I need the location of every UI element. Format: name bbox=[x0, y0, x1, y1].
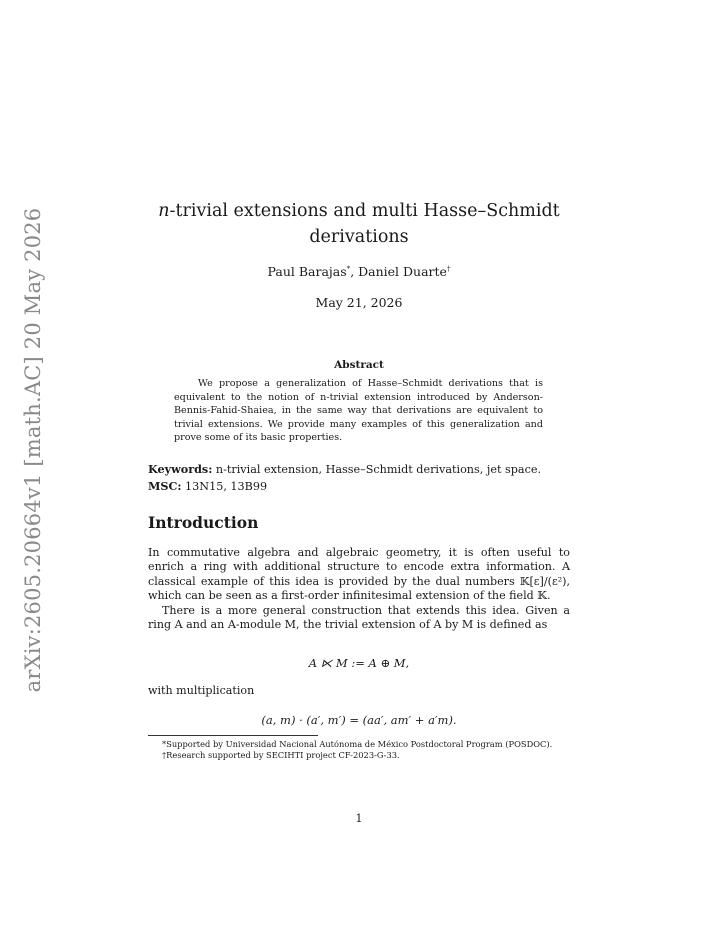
keywords-label: Keywords: bbox=[148, 462, 213, 476]
author-2-footnote-mark[interactable]: † bbox=[446, 264, 451, 273]
with-multiplication-text: with multiplication bbox=[148, 684, 255, 697]
msc-text: 13N15, 13B99 bbox=[181, 480, 268, 493]
abstract-text: We propose a generalization of Hasse–Schmidt derivations that is equivalent to the notion of n-trivial extension introduced by Anderson-Bennis-Fahid-Shaiea, in the same way that derivations are equivalent to trivial extensions. We provide many examples of this generalization and prove some of its basic properties. bbox=[174, 378, 543, 444]
intro-paragraph-2: There is a more general construction that extends this idea. Given a ring A and an A-module M, the trivial extension of A by M is defined as bbox=[148, 604, 570, 632]
paper-date: May 21, 2026 bbox=[315, 295, 403, 310]
equation-multiplication: (a, m) · (a′, m′) = (aa′, am′ + a′m). bbox=[261, 713, 457, 727]
author-1-footnote-mark[interactable]: * bbox=[346, 264, 351, 273]
title-line1: -trivial extensions and multi Hasse–Schmidt bbox=[169, 201, 560, 221]
keywords-block bbox=[148, 461, 570, 495]
abstract-heading: Abstract bbox=[334, 359, 384, 371]
footnote-2: †Research supported by SECIHTI project CF-2023-G-33. bbox=[162, 750, 400, 761]
title-line2: derivations bbox=[309, 227, 409, 247]
author-1: Paul Barajas bbox=[267, 264, 347, 279]
paper-title bbox=[148, 198, 570, 250]
arxiv-id-label: arXiv:2605.20664v1 [math.AC] 20 May 2026 bbox=[21, 207, 45, 693]
intro-paragraph-1: In commutative algebra and algebraic geometry, it is often useful to enrich a ring with additional structure to encode extra information. A classical example of this idea is provided by the dual numbers 𝕂[ε]/(ε²), which can be seen as a first-order infinitesimal extension of the field 𝕂. bbox=[148, 546, 570, 602]
footnotes bbox=[148, 739, 570, 762]
footnote-1: *Supported by Universidad Nacional Autónoma de México Postdoctoral Program (POSDOC). bbox=[162, 739, 553, 749]
arxiv-sidebar-stamp bbox=[16, 207, 50, 693]
footnote-rule bbox=[148, 735, 318, 736]
title-italic-n: n bbox=[158, 201, 170, 221]
author-2: Daniel Duarte bbox=[358, 264, 447, 279]
author-separator: , bbox=[350, 264, 359, 279]
msc-label: MSC: bbox=[148, 479, 182, 493]
equation-trivial-extension: A ⋉ M := A ⊕ M, bbox=[308, 656, 410, 670]
page-number: 1 bbox=[355, 812, 363, 825]
keywords-text: n-trivial extension, Hasse–Schmidt derivations, jet space. bbox=[212, 463, 542, 476]
author-list bbox=[148, 264, 570, 279]
section-heading-introduction: Introduction bbox=[148, 513, 259, 532]
